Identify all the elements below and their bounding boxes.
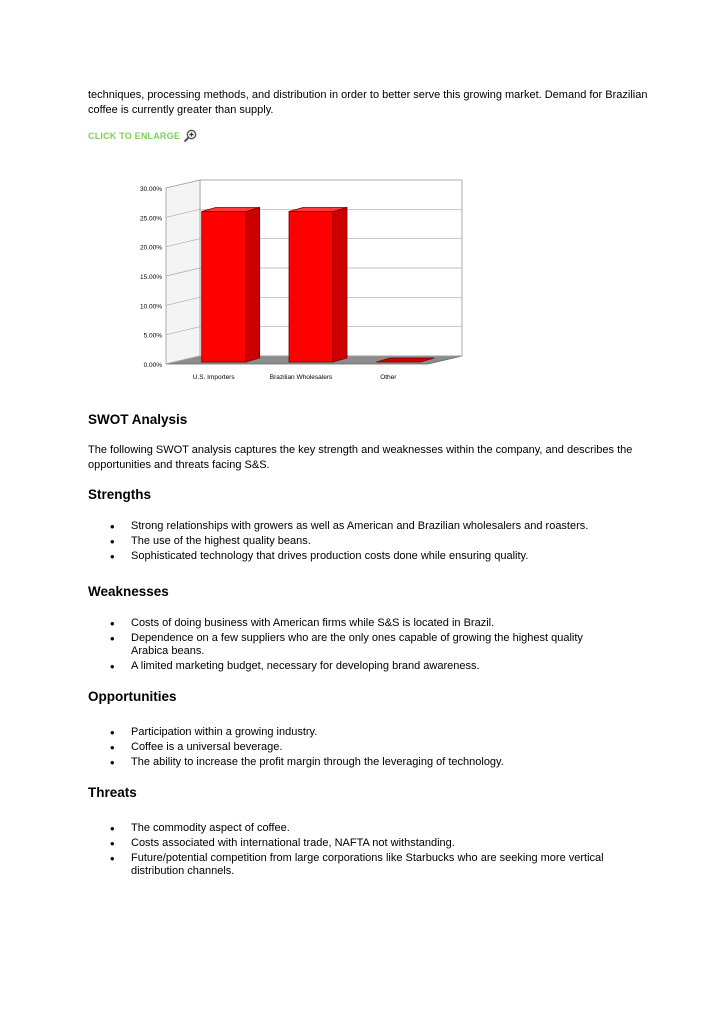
enlarge-label: CLICK TO ENLARGE <box>88 131 181 141</box>
y-tick-label: 30.00% <box>139 186 162 193</box>
magnifier-icon <box>183 129 197 143</box>
x-category-label: Other <box>380 374 397 381</box>
threat-item: • Future/potential competition from large corporations like Starbucks who are seeking more vertical distribution channels. <box>88 852 618 878</box>
weakness-item: • Costs of doing business with American firms while S&S is located in Brazil. <box>88 617 618 630</box>
strength-item: • Sophisticated technology that drives production costs done while ensuring quality. <box>88 550 618 563</box>
y-tick-label: 25.00% <box>139 215 162 223</box>
weakness-item: • Dependence on a few suppliers who are the only ones capable of growing the highest quality Arabica beans. <box>88 632 618 658</box>
strength-item: • The use of the highest quality beans. <box>88 535 618 548</box>
opportunity-item: • The ability to increase the profit margin through the leveraging of technology. <box>88 756 618 769</box>
y-tick-label: 0.00% <box>143 362 162 369</box>
y-tick-label: 10.00% <box>139 303 162 311</box>
opportunities-heading: Opportunities <box>88 689 177 704</box>
x-category-label: Brazilian Wholesalers <box>269 374 333 381</box>
x-category-label: U.S. Importers <box>192 374 235 381</box>
opportunity-item: • Participation within a growing industry. <box>88 726 618 739</box>
swot-heading: SWOT Analysis <box>88 412 188 427</box>
opportunity-item: • Coffee is a universal beverage. <box>88 741 618 754</box>
weaknesses-list <box>88 617 618 675</box>
strengths-heading: Strengths <box>88 487 152 502</box>
threats-heading: Threats <box>88 785 137 800</box>
bar-front <box>202 211 246 362</box>
swot-description: The following SWOT analysis captures the key strength and weaknesses within the company, and describes the opportunities and threats facing S&S. <box>88 444 633 471</box>
intro-paragraph: techniques, processing methods, and distribution in order to better serve this growing market. Demand for Brazilian coffee is currently greater than supply. <box>88 89 648 116</box>
bar-side <box>333 207 347 362</box>
threat-item: • The commodity aspect of coffee. <box>88 822 618 835</box>
y-tick-label: 15.00% <box>139 274 162 281</box>
bar-side <box>246 207 260 362</box>
weaknesses-heading: Weaknesses <box>88 584 169 599</box>
weakness-item: • A limited marketing budget, necessary for developing brand awareness. <box>88 660 618 673</box>
threats-list <box>88 822 618 880</box>
bar-front <box>289 211 333 362</box>
strengths-list <box>88 520 618 565</box>
y-tick-label: 20.00% <box>139 244 162 252</box>
distribution-bar-chart <box>118 174 478 390</box>
strength-item: • Strong relationships with growers as well as American and Brazilian wholesalers and roasters. <box>88 520 618 533</box>
y-tick-label: 5.00% <box>143 332 162 340</box>
click-to-enlarge-link[interactable] <box>88 126 197 146</box>
threat-item: • Costs associated with international trade, NAFTA not withstanding. <box>88 837 618 850</box>
opportunities-list <box>88 726 618 771</box>
